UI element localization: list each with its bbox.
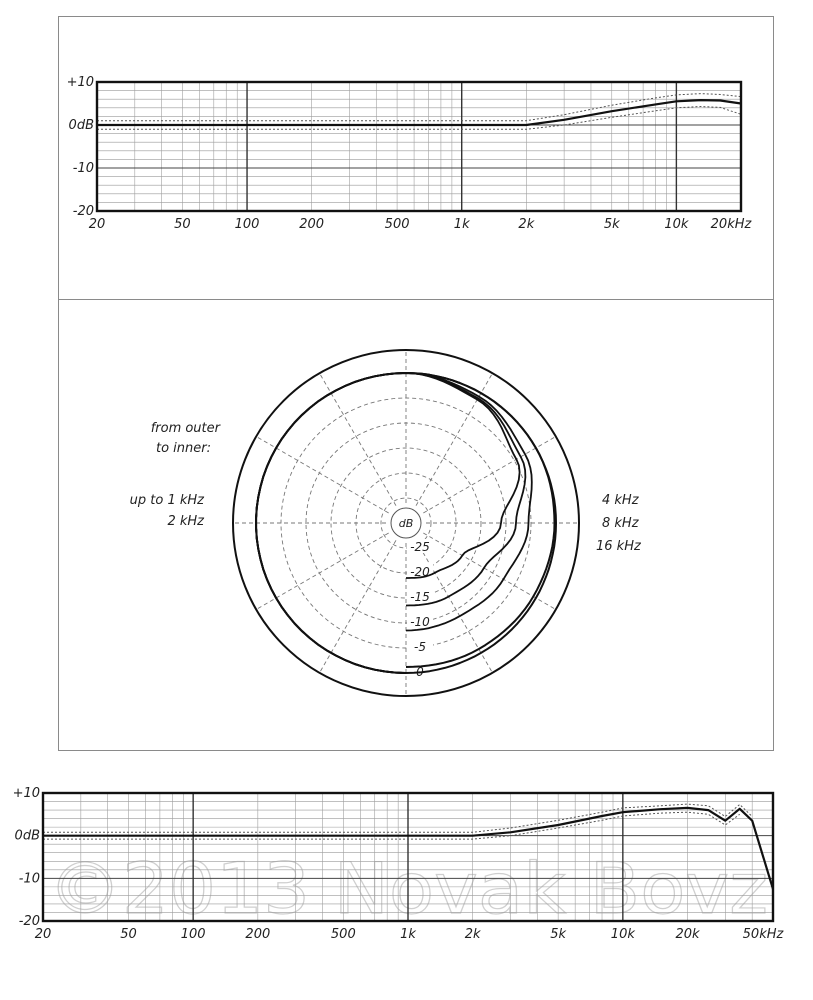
- polar-tick-label: -10: [410, 615, 430, 629]
- top-y-tick-label: -20: [72, 204, 94, 219]
- bottom-x-tick-label: 2k: [464, 927, 481, 942]
- bottom-x-tick-label: 20k: [675, 927, 700, 942]
- top-y-tick-label: -10: [72, 161, 94, 176]
- polar-tick-label: -20: [410, 565, 430, 579]
- legend-left-line-4: 2 kHz: [167, 514, 204, 529]
- top-x-tick-label: 50: [174, 217, 191, 232]
- top-x-tick-label: 20: [88, 217, 106, 232]
- bottom-x-tick-label: 20: [34, 927, 52, 942]
- polar-tick-label: -25: [410, 540, 430, 554]
- top-x-tick-label: 10k: [664, 217, 689, 232]
- polar-tick-label: -15: [410, 590, 430, 604]
- top-y-tick-label: +10: [66, 75, 94, 90]
- legend-right-line-2: 8 kHz: [602, 516, 639, 531]
- legend-right-line-1: 4 kHz: [602, 493, 639, 508]
- top-x-tick-label: 2k: [518, 217, 535, 232]
- bottom-y-tick-label: -10: [18, 871, 40, 887]
- bottom-x-tick-label: 200: [245, 927, 271, 942]
- legend-right-line-3: 16 kHz: [596, 539, 641, 554]
- top-x-tick-label: 5k: [603, 217, 620, 232]
- polar-tick-label: 0: [416, 665, 424, 679]
- top-y-tick-label: 0dB: [68, 118, 94, 133]
- bottom-y-tick-label: +10: [12, 786, 40, 801]
- bottom-x-tick-label: 5k: [550, 927, 567, 942]
- polar-center-label: dB: [398, 517, 414, 530]
- legend-left-line-3: up to 1 kHz: [129, 493, 204, 508]
- bottom-x-tick-label: 1k: [400, 927, 416, 942]
- bottom-x-tick-label: 10k: [610, 927, 635, 942]
- top-x-tick-label: 100: [234, 217, 260, 232]
- bottom-x-tick-label: 50: [120, 927, 137, 942]
- legend-left-line-1: from outer: [150, 421, 220, 436]
- bottom-x-tick-label: 500: [330, 927, 356, 942]
- top-x-tick-label: 200: [299, 217, 325, 232]
- bottom-y-tick-label: 0dB: [14, 828, 40, 844]
- top-x-tick-label: 500: [384, 217, 410, 232]
- bottom-series-1: [43, 804, 752, 832]
- legend-left-line-2: to inner:: [156, 441, 211, 456]
- top-x-tick-label: 1k: [453, 217, 470, 232]
- top-x-tick-label: 20kHz: [710, 217, 752, 232]
- bottom-y-tick-label: -20: [18, 914, 40, 929]
- bottom-x-tick-label: 100: [180, 927, 206, 942]
- bottom-x-tick-label: 50kHz: [742, 927, 784, 942]
- watermark-text: ©2013 Novak Bovz: [48, 848, 768, 930]
- polar-tick-label: -5: [414, 640, 426, 654]
